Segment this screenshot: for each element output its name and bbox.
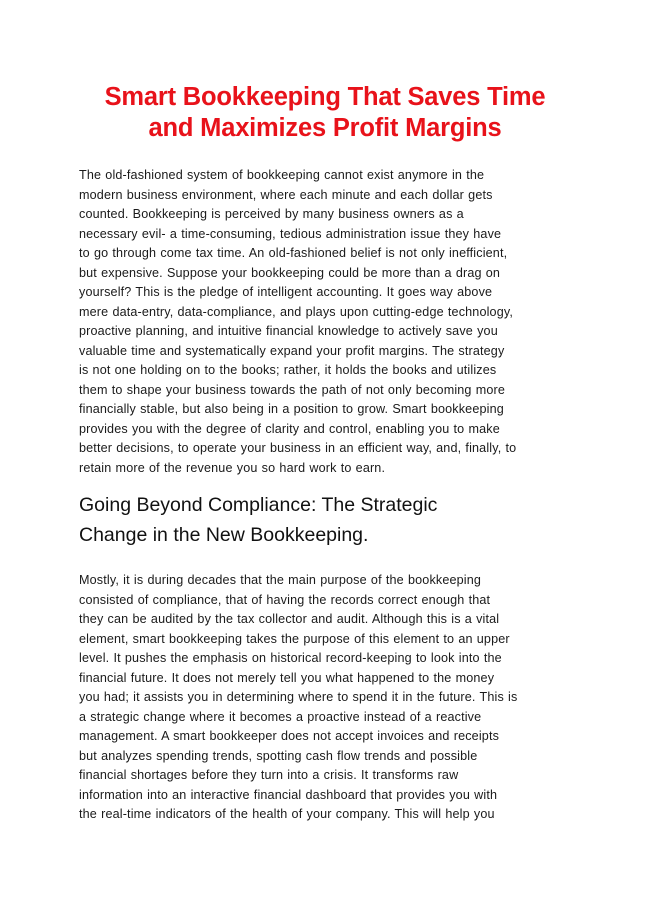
title-line: and Maximizes Profit Margins [148,114,502,142]
paragraph-line: management. A smart bookkeeper does not accept invoices and receipts [79,729,500,743]
paragraph-line: valuable time and systematically expand your profit margins. The strategy [79,343,505,358]
paragraph-line: necessary evil- a time-consuming, tedious administration issue they have [79,226,502,241]
paragraph-line: element, smart bookkeeping takes the purpose of this element to an upper [79,631,510,646]
paragraph-line: level. It pushes the emphasis on historical record-keeping to look into the [79,651,502,665]
paragraph-line: is not one holding on to the books; rather, it holds the books and utilizes [79,363,497,377]
intro-paragraph [79,166,579,478]
paragraph-line: better decisions, to operate your business in an efficient way, and, finally, to [79,441,517,455]
paragraph-line: but expensive. Suppose your bookkeeping could be more than a drag on [79,265,501,280]
paragraph-line: they can be audited by the tax collector and audit. Although this is a vital [79,612,500,626]
paragraph-line: Mostly, it is during decades that the main purpose of the bookkeeping [79,573,482,587]
paragraph-line: but analyzes spending trends, spotting cash flow trends and possible [79,748,478,763]
paragraph-line: financially stable, but also being in a position to grow. Smart bookkeeping [79,402,504,416]
section-heading [79,490,579,550]
paragraph-line: modern business environment, where each minute and each dollar gets [79,187,493,202]
paragraph-line: retain more of the revenue you so hard work to earn. [79,460,386,475]
paragraph-line: you had; it assists you in determining where to spend it in the future. This is [79,690,518,704]
section-paragraph [79,571,579,825]
paragraph-line: counted. Bookkeeping is perceived by many business owners as a [79,207,464,221]
paragraph-line: The old-fashioned system of bookkeeping cannot exist anymore in the [79,168,485,182]
document-title [40,82,610,144]
paragraph-line: financial future. It does not merely tell you what happened to the money [79,670,495,685]
paragraph-line: financial shortages before they turn into a crisis. It transforms raw [79,768,459,782]
title-line: Smart Bookkeeping That Saves Time [104,83,546,111]
heading-line: Change in the New Bookkeeping. [79,524,369,546]
paragraph-line: consisted of compliance, that of having the records correct enough that [79,592,491,607]
paragraph-line: them to shape your business towards the path of not only becoming more [79,382,506,397]
paragraph-line: to go through come tax time. An old-fashioned belief is not only inefficient, [79,246,508,260]
paragraph-line: the real-time indicators of the health of your company. This will help you [79,807,495,821]
paragraph-line: yourself? This is the pledge of intelligent accounting. It goes way above [79,285,493,299]
paragraph-line: provides you with the degree of clarity and control, enabling you to make [79,421,500,436]
paragraph-line: proactive planning, and intuitive financial knowledge to actively save you [79,324,498,338]
heading-line: Going Beyond Compliance: The Strategic [79,494,438,516]
paragraph-line: mere data-entry, data-compliance, and plays upon cutting-edge technology, [79,304,514,319]
paragraph-line: a strategic change where it becomes a proactive instead of a reactive [79,709,482,724]
paragraph-line: information into an interactive financial dashboard that provides you with [79,787,498,802]
